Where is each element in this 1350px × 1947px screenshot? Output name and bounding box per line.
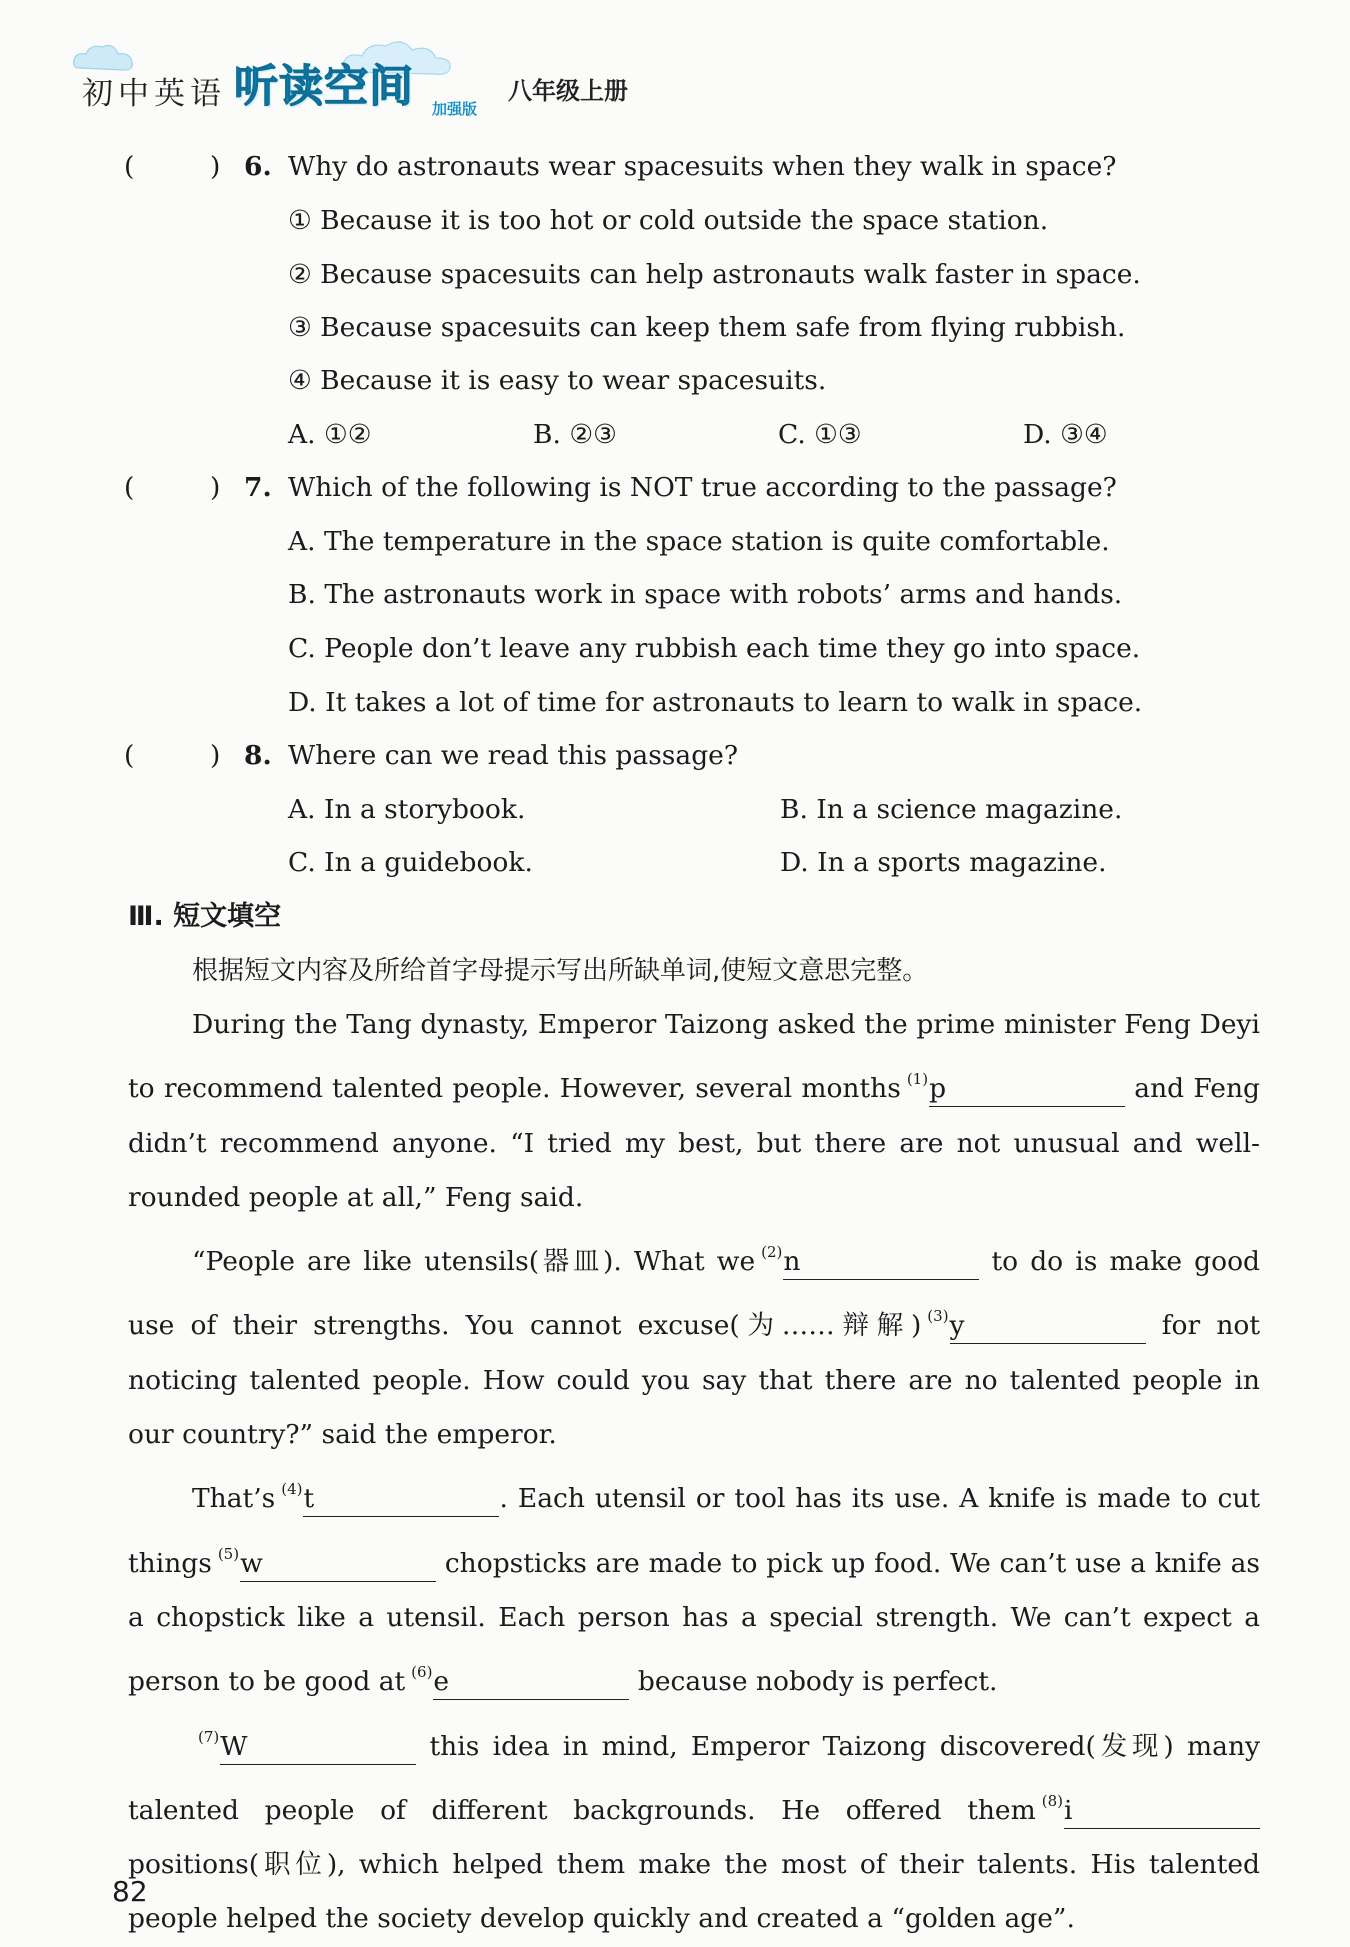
passage-text: That’s [192,1483,276,1515]
answer-bracket-open: ( [124,740,135,771]
choice-c: C. In a guidebook. [288,847,533,878]
edition-label: 加强版 [432,100,478,118]
brand-logo: 听读空间 [234,61,414,112]
blank-number: (4) [281,1480,303,1499]
passage-text: for not noticing talented people. How could you say that there are no talented people in our country?” said the emperor. [128,1310,1260,1451]
answer-bracket-open: ( [124,472,135,503]
page-header [70,28,770,128]
choice-d: D. In a sports magazine. [780,847,1107,878]
blank-number: (1) [906,1070,929,1089]
option-a: A. The temperature in the space station is quite comfortable. [288,526,1110,557]
blank-6-input[interactable]: e [433,1665,629,1700]
option-c: C. People don’t leave any rubbish each time they go into space. [288,633,1141,664]
option-row [0,678,1350,728]
answer-bracket-open: ( [124,151,135,182]
statement: ① Because it is too hot or cold outside the space station. [288,205,1049,236]
statement-row [0,356,1350,406]
cloze-passage [128,998,1260,1947]
question-6 [0,142,1350,192]
question-text: Where can we read this passage? [288,740,739,771]
blank-number: (6) [411,1663,433,1682]
blank-3-input[interactable]: y [950,1309,1146,1344]
passage-paragraph-4 [128,1710,1260,1947]
passage-paragraph-1 [128,998,1260,1225]
blank-5-input[interactable]: w [240,1547,436,1582]
statement: ③ Because spacesuits can keep them safe from flying rubbish. [288,312,1126,343]
question-text: Which of the following is NOT true according to the passage? [288,472,1117,503]
section-instruction: 根据短文内容及所给首字母提示写出所缺单词,使短文意思完整。 [192,956,929,986]
option-row [0,570,1350,620]
statement: ② Because spacesuits can help astronauts walk faster in space. [288,259,1141,290]
question-number: 7. [244,472,272,503]
blank-number: (8) [1041,1791,1063,1810]
option-row [0,517,1350,567]
choice-row [0,410,1350,460]
question-number: 8. [244,740,272,771]
choice-a: A. ①② [288,419,372,450]
choice-c: C. ①③ [778,419,862,450]
passage-text: and Feng didn’t recommend anyone. “I tried my best, but there are not unusual and well-rounded people at all,” Feng said. [128,1073,1261,1213]
blank-8-input[interactable]: i [1064,1794,1260,1829]
question-8 [0,731,1350,781]
passage-text: During the Tang dynasty, Emperor Taizong asked the prime minister Feng Deyi to recommend talented people. However, several months [128,1009,1260,1105]
passage-text: because nobody is perfect. [637,1666,998,1698]
blank-number: (3) [927,1307,949,1326]
statement: ④ Because it is easy to wear spacesuits. [288,365,827,396]
choice-b: B. In a science magazine. [780,794,1123,825]
passage-text: “People are like utensils(器皿). What we [192,1246,756,1278]
answer-bracket-close: ) [210,740,221,771]
blank-1-input[interactable]: p [929,1072,1125,1107]
passage-text: to do is make good use of their strengths. You cannot excuse(为……辩解) [128,1246,1260,1342]
section-title: Ⅲ. 短文填空 [128,901,282,932]
passage-text: this idea in mind, Emperor Taizong discovered(发现) many talented people of different backgrounds. He offered them [128,1730,1260,1826]
question-text: Why do astronauts wear spacesuits when they walk in space? [288,151,1117,182]
blank-number: (7) [198,1727,220,1746]
statement-row [0,196,1350,246]
grade-label: 八年级上册 [508,77,628,105]
passage-text: chopsticks are made to pick up food. We can’t use a knife as a chopstick like a utensil. Each person has a special strength. We can’t expect a person to be good at [128,1547,1260,1698]
passage-text: positions(职位), which helped them make the most of their talents. His talented people helped the society develop quickly and created a “golden age”. [128,1849,1260,1935]
choice-d: D. ③④ [1023,419,1108,450]
page-number: 82 [112,1875,148,1908]
answer-bracket-close: ) [210,472,221,503]
statement-row [0,250,1350,300]
question-7 [0,463,1350,513]
passage-paragraph-3 [128,1462,1260,1709]
blank-2-input[interactable]: n [783,1245,979,1280]
blank-number: (2) [761,1243,783,1262]
passage-text: . Each utensil or tool has its use. A knife is made to cut things [128,1483,1260,1579]
choice-b: B. ②③ [533,419,617,450]
series-title: 初中英语 [82,76,226,112]
answer-bracket-close: ) [210,151,221,182]
statement-row [0,303,1350,353]
question-number: 6. [244,151,272,182]
option-b: B. The astronauts work in space with robots’ arms and hands. [288,579,1123,610]
choice-row [0,838,1350,888]
option-row [0,624,1350,674]
blank-number: (5) [217,1544,240,1563]
passage-paragraph-2 [128,1225,1260,1462]
choice-row [0,785,1350,835]
choice-a: A. In a storybook. [288,794,526,825]
blank-7-input[interactable]: W [220,1730,416,1765]
blank-4-input[interactable]: t [303,1482,499,1517]
option-d: D. It takes a lot of time for astronauts to learn to walk in space. [288,687,1143,718]
